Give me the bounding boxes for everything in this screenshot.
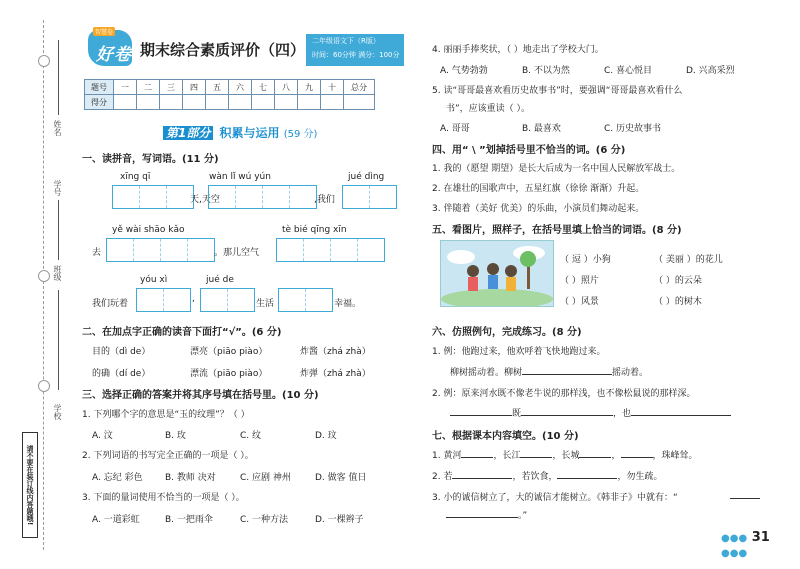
q4-item[interactable]: 3. 伴随着（美好 优美）的乐曲，小演员们舞动起来。 <box>432 204 645 214</box>
q7-text: ，长城 <box>552 451 580 461</box>
class-label: 班级 <box>53 265 62 281</box>
pinyin: yě wài shāo kǎo <box>112 225 185 235</box>
binding-hole <box>38 380 50 392</box>
option[interactable]: C. 一种方法 <box>240 515 289 525</box>
pinyin: jué de <box>206 275 234 285</box>
writing-grid[interactable] <box>136 288 191 312</box>
answer-blank[interactable] <box>522 374 612 375</box>
q1-text: 幸福。 <box>334 299 362 309</box>
part-heading <box>163 124 317 141</box>
answer-blank[interactable] <box>730 498 760 499</box>
name-fill-line[interactable] <box>58 40 59 115</box>
q1-text: ,我们 <box>314 195 335 205</box>
q3-title: 三、选择正确的答案并将其序号填在括号里。(10 分) <box>82 390 319 401</box>
name-label: 姓名 <box>53 120 62 136</box>
page-title: 期末综合素质评价（四） <box>140 41 306 59</box>
writing-grid[interactable] <box>276 238 385 262</box>
score-row-label: 题号 <box>85 80 114 95</box>
pinyin: xīng qī <box>120 172 151 182</box>
pinyin: jué dìng <box>348 172 385 182</box>
score-col: 一 <box>114 80 137 95</box>
score-row-label: 得分 <box>85 95 114 110</box>
score-col: 九 <box>298 80 321 95</box>
dots-icon: ●●● <box>721 548 748 559</box>
page-number-value: 31 <box>751 530 770 545</box>
answer-blank[interactable] <box>579 457 611 458</box>
pinyin: tè bié qīng xīn <box>282 225 347 235</box>
writing-grid[interactable] <box>112 185 194 209</box>
option[interactable]: D. 做客 值日 <box>315 473 367 483</box>
answer-blank[interactable] <box>461 457 493 458</box>
option[interactable]: A. 哥哥 <box>440 124 470 134</box>
answer-blank[interactable] <box>557 478 617 479</box>
option[interactable]: B. 最喜欢 <box>522 124 561 134</box>
q7-text: 。” <box>518 511 528 521</box>
q2-item[interactable]: 漂流（piāo piào） <box>190 369 268 379</box>
binding-notice: 请不要在装订线内答题哦! <box>22 432 38 538</box>
score-cell[interactable] <box>206 95 229 110</box>
q6-example: 2. 例：原来河水既不像老牛说的那样浅，也不像松鼠说的那样深。 <box>432 389 696 399</box>
score-cell[interactable] <box>137 95 160 110</box>
q7-text: ，勿生疏。 <box>617 472 663 482</box>
q7-text: ，长江 <box>493 451 521 461</box>
q5-row[interactable]: （ ）的云朵 <box>654 276 702 286</box>
q7-text: ， <box>611 451 621 461</box>
q4-item[interactable]: 2. 在雄壮的国歌声中，五星红旗（徐徐 渐渐）升起。 <box>432 184 645 194</box>
answer-blank[interactable] <box>452 478 512 479</box>
option[interactable]: B. 教师 决对 <box>165 473 216 483</box>
q7-text: 2. 若 <box>432 472 453 482</box>
writing-grid[interactable] <box>278 288 333 312</box>
q5-row[interactable]: （ ）风景 <box>560 297 599 307</box>
score-cell-total[interactable] <box>344 95 375 110</box>
score-cell[interactable] <box>252 95 275 110</box>
kids-illustration <box>440 240 554 307</box>
option[interactable]: D. 兴高采烈 <box>686 66 735 76</box>
q2-item[interactable]: 目的（dì de） <box>92 347 151 357</box>
binding-hole <box>38 270 50 282</box>
option[interactable]: A. 一道彩虹 <box>92 515 140 525</box>
score-col: 八 <box>275 80 298 95</box>
q3-stem: 4. 丽丽手捧奖状，（ ）地走出了学校大门。 <box>432 45 604 55</box>
student-id-label: 学号 <box>53 180 62 196</box>
answer-blank[interactable] <box>450 415 512 416</box>
page-number <box>721 530 800 560</box>
option[interactable]: A. 气势勃勃 <box>440 66 488 76</box>
option[interactable]: C. 喜心悦目 <box>604 66 653 76</box>
binding-hole <box>38 55 50 67</box>
score-col: 三 <box>160 80 183 95</box>
q7-title: 七、根据课本内容填空。(10 分) <box>432 431 579 442</box>
pinyin: yóu xì <box>140 275 168 285</box>
option[interactable]: A. 汶 <box>92 431 113 441</box>
q5-row[interactable]: （ ）的树木 <box>654 297 702 307</box>
score-col: 五 <box>206 80 229 95</box>
q4-item[interactable]: 1. 我的（愿望 期望）是长大后成为一名中国人民解放军战士。 <box>432 164 681 174</box>
q1-text: 天,天空 <box>190 195 220 205</box>
q6-fill-start: 柳树摇动着。柳树 <box>450 368 523 378</box>
part-number: 第1部分 <box>163 126 213 140</box>
answer-blank[interactable] <box>521 415 613 416</box>
q7-item <box>432 469 662 482</box>
q6-fill <box>450 406 731 419</box>
q2-item[interactable]: 的确（dí de） <box>92 369 151 379</box>
score-cell[interactable] <box>321 95 344 110</box>
q3-stem-cont: 书”，应该重读（ ）。 <box>446 104 531 114</box>
dots-icon: ●●● <box>721 533 748 544</box>
score-col-total: 总分 <box>344 80 375 95</box>
part-score: (59 分) <box>283 129 318 140</box>
time-info: 时间：60分钟 满分：100分 <box>312 51 400 59</box>
score-cell[interactable] <box>229 95 252 110</box>
q5-row[interactable]: （ 美丽 ）的花儿 <box>654 255 723 265</box>
answer-blank[interactable] <box>520 457 552 458</box>
q2-item[interactable]: 炸弹（zhá zhà） <box>300 369 371 379</box>
q7-item: 3. 小的诚信树立了，大的诚信才能树立。《韩非子》中就有：“ <box>432 493 678 503</box>
q6-title: 六、仿照例句，完成练习。(8 分) <box>432 327 582 338</box>
pinyin: wàn lǐ wú yún <box>209 172 271 182</box>
q6-fill-mid: 既 <box>512 409 522 419</box>
logo-text: 好卷 <box>96 45 132 65</box>
q7-text: 1. 黄河 <box>432 451 462 461</box>
option[interactable]: B. 不以为然 <box>522 66 570 76</box>
answer-blank[interactable] <box>621 457 653 458</box>
q1-text: 去 <box>92 248 102 258</box>
class-fill-line[interactable] <box>58 200 59 260</box>
grade-info: 二年级语文下（R版） <box>312 37 380 45</box>
option[interactable]: D. 玟 <box>315 431 337 441</box>
q5-row[interactable]: （ 逗 ）小狗 <box>560 255 611 265</box>
q2-item[interactable]: 炸酱（zhá zhà） <box>300 347 371 357</box>
score-cell[interactable] <box>298 95 321 110</box>
q7-text: ，珠峰耸。 <box>652 451 698 461</box>
writing-grid[interactable] <box>342 185 397 209</box>
q7-item <box>432 448 698 461</box>
binding-line <box>43 20 44 550</box>
option[interactable]: D. 一棵辫子 <box>315 515 364 525</box>
q1-text: , <box>192 294 195 304</box>
q1-title: 一、读拼音，写词语。(11 分) <box>82 154 219 165</box>
option[interactable]: C. 历史故事书 <box>604 124 662 134</box>
q6-fill-end: ，也 <box>613 409 632 419</box>
q1-text: 生活 <box>256 299 275 309</box>
score-col: 十 <box>321 80 344 95</box>
score-col: 七 <box>252 80 275 95</box>
logo-badge: 智慧卷 <box>95 29 114 36</box>
q4-title: 四、用“ \ ”划掉括号里不恰当的词。(6 分) <box>432 145 626 156</box>
option[interactable]: C. 应剧 神州 <box>240 473 291 483</box>
part-title: 积累与运用 <box>219 126 280 140</box>
writing-grid[interactable] <box>208 185 317 209</box>
option[interactable]: C. 纹 <box>240 431 262 441</box>
score-cell[interactable] <box>275 95 298 110</box>
q6-fill-end: 摇动着。 <box>612 368 649 378</box>
q5-title: 五、看图片，照样子，在括号里填上恰当的词语。(8 分) <box>432 225 682 236</box>
option[interactable]: B. 一把雨伞 <box>165 515 213 525</box>
school-label: 学校 <box>53 404 62 420</box>
writing-grid[interactable] <box>106 238 215 262</box>
q3-stem: 2. 下列词语的书写完全正确的一项是（ ）。 <box>82 451 254 461</box>
option[interactable]: B. 玫 <box>165 431 186 441</box>
score-cell[interactable] <box>160 95 183 110</box>
q7-text: ，若饮食， <box>512 472 558 482</box>
score-col: 六 <box>229 80 252 95</box>
answer-blank[interactable] <box>446 517 518 518</box>
q2-title: 二、在加点字正确的读音下面打“√”。(6 分) <box>82 327 282 338</box>
q6-fill <box>450 365 648 378</box>
school-fill-line[interactable] <box>58 290 59 390</box>
writing-grid[interactable] <box>200 288 255 312</box>
q7-item-cont <box>446 508 527 521</box>
exam-info <box>306 34 404 66</box>
q1-text: 。那儿空气 <box>214 248 260 258</box>
q3-stem: 3. 下面的量词使用不恰当的一项是（ ）。 <box>82 493 245 503</box>
option[interactable]: A. 忘纪 彩色 <box>92 473 143 483</box>
score-col: 四 <box>183 80 206 95</box>
q1-text: 我们玩着 <box>92 299 129 309</box>
score-cell[interactable] <box>114 95 137 110</box>
q3-stem: 1. 下列哪个字的意思是“玉的纹理”？（ ） <box>82 410 250 420</box>
score-table <box>84 79 375 110</box>
score-col: 二 <box>137 80 160 95</box>
q2-item[interactable]: 漂亮（piāo piào） <box>190 347 268 357</box>
answer-blank[interactable] <box>631 415 731 416</box>
q3-stem: 5. 读“哥哥最喜欢看历史故事书”时，要强调“哥哥最喜欢看什么 <box>432 86 683 96</box>
q6-example: 1. 例：他跑过来，他欢呼着飞快地跑过来。 <box>432 347 606 357</box>
q5-row[interactable]: （ ）照片 <box>560 276 599 286</box>
score-cell[interactable] <box>183 95 206 110</box>
